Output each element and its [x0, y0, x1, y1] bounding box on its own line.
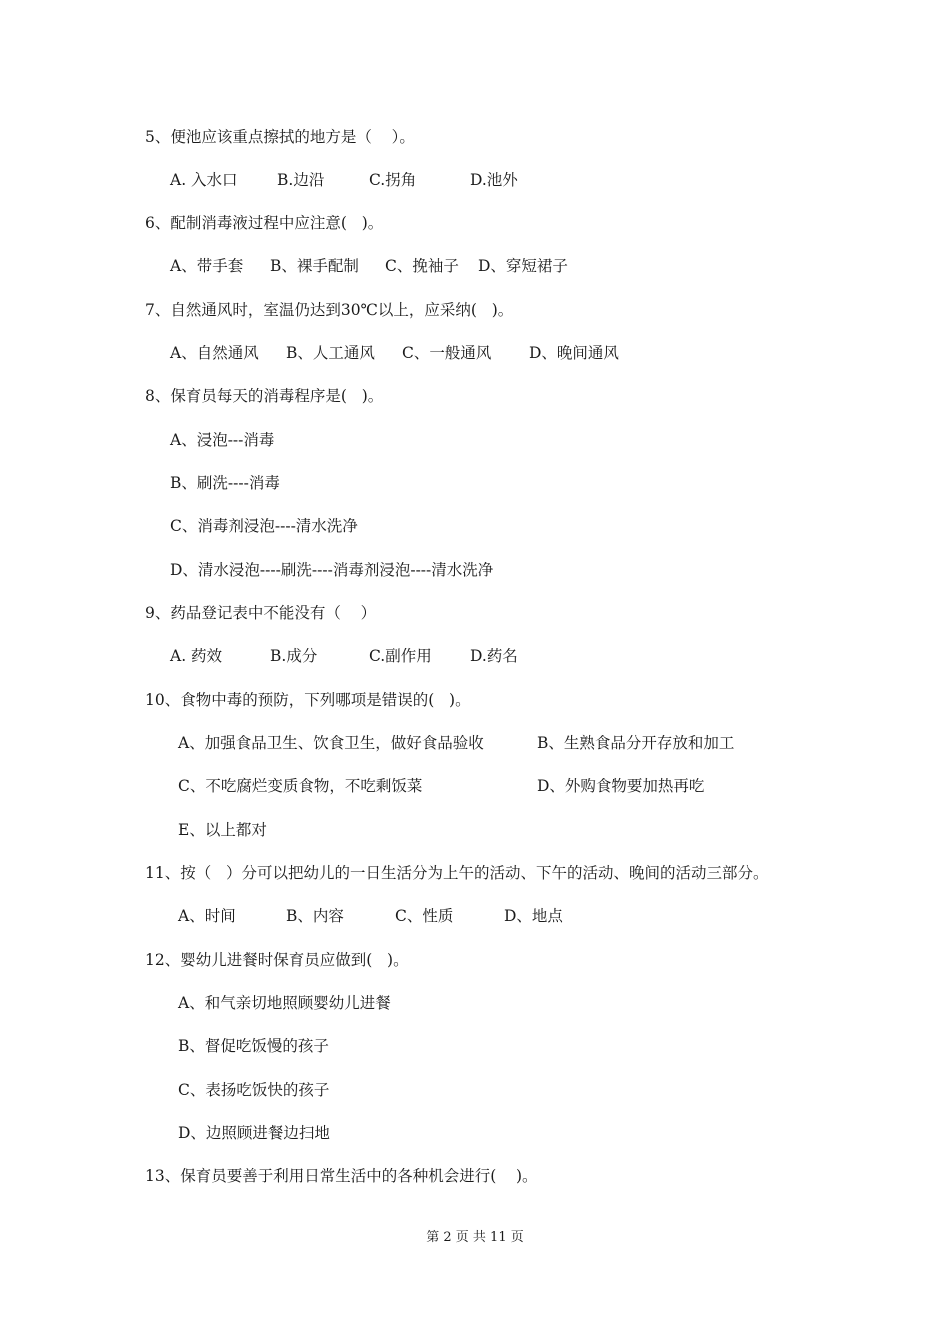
- question-12-option-b: B、督促吃饭慢的孩子: [178, 1037, 329, 1055]
- question-11-option-c: C、性质: [395, 907, 454, 925]
- question-12-option-c: C、表扬吃饭快的孩子: [178, 1081, 330, 1099]
- question-10-option-c: C、不吃腐烂变质食物，不吃剩饭菜: [178, 777, 423, 795]
- question-7-option-a: A、自然通风: [170, 344, 259, 362]
- question-6-option-c: C、挽袖子: [385, 257, 459, 275]
- question-8-option-b: B、刷洗----消毒: [170, 474, 280, 492]
- question-7-option-d: D、晚间通风: [529, 344, 619, 362]
- question-10-option-b: B、生熟食品分开存放和加工: [537, 734, 735, 752]
- question-6-option-a: A、带手套: [170, 257, 244, 275]
- question-6-option-d: D、穿短裙子: [478, 257, 568, 275]
- question-7-option-c: C、一般通风: [402, 344, 492, 362]
- question-8-stem: 8、保育员每天的消毒程序是( )。: [145, 387, 384, 405]
- question-9-option-d: D.药名: [470, 647, 518, 665]
- question-7-option-b: B、人工通风: [286, 344, 375, 362]
- question-8-option-a: A、浸泡---消毒: [170, 431, 275, 449]
- question-10-option-a: A、加强食品卫生、饮食卫生，做好食品验收: [178, 734, 484, 752]
- question-5-stem: 5、便池应该重点擦拭的地方是（ ）。: [145, 128, 415, 146]
- question-12-option-a: A、和气亲切地照顾婴幼儿进餐: [178, 994, 391, 1012]
- question-10-option-d: D、外购食物要加热再吃: [537, 777, 705, 795]
- question-11-option-b: B、内容: [286, 907, 344, 925]
- question-11-stem: 11、按（ ）分可以把幼儿的一日生活分为上午的活动、下午的活动、晚间的活动三部分。: [145, 864, 769, 882]
- question-12-stem: 12、婴幼儿进餐时保育员应做到( )。: [145, 951, 409, 969]
- question-6-option-b: B、裸手配制: [270, 257, 359, 275]
- question-5-option-b: B.边沿: [277, 171, 325, 189]
- question-8-option-c: C、消毒剂浸泡----清水洗净: [170, 517, 358, 535]
- question-6-stem: 6、配制消毒液过程中应注意( )。: [145, 214, 384, 232]
- question-10-option-e: E、以上都对: [178, 821, 267, 839]
- question-13-stem: 13、保育员要善于利用日常生活中的各种机会进行( )。: [145, 1167, 538, 1185]
- question-9-option-c: C.副作用: [369, 647, 432, 665]
- question-9-option-b: B.成分: [270, 647, 318, 665]
- question-10-stem: 10、食物中毒的预防，下列哪项是错误的( )。: [145, 691, 471, 709]
- question-11-option-a: A、时间: [178, 907, 236, 925]
- question-5-option-d: D.池外: [470, 171, 518, 189]
- question-5-option-a: A. 入水口: [170, 171, 238, 189]
- page-footer: 第 2 页 共 11 页: [426, 1230, 524, 1245]
- question-9-stem: 9、药品登记表中不能没有（ ）: [145, 604, 377, 622]
- question-12-option-d: D、边照顾进餐边扫地: [178, 1124, 330, 1142]
- question-11-option-d: D、地点: [504, 907, 563, 925]
- question-7-stem: 7、自然通风时，室温仍达到30℃以上，应采纳( )。: [145, 301, 514, 319]
- question-8-option-d: D、清水浸泡----刷洗----消毒剂浸泡----清水洗净: [170, 561, 494, 579]
- question-5-option-c: C.拐角: [369, 171, 417, 189]
- question-9-option-a: A. 药效: [170, 647, 223, 665]
